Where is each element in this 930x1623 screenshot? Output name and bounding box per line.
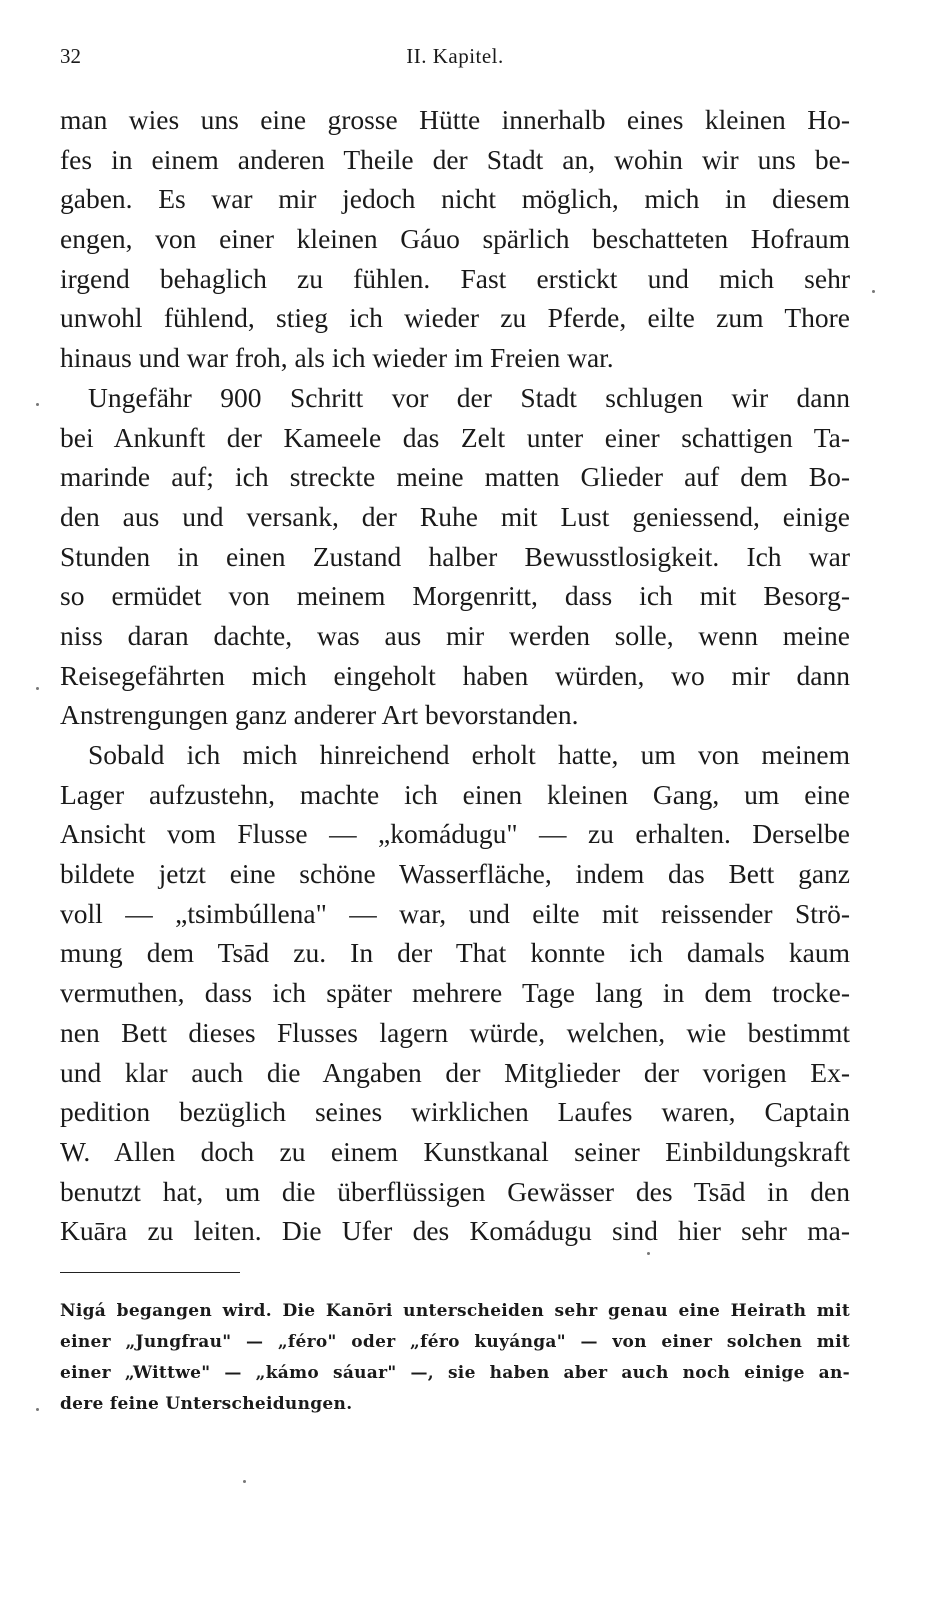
text-line: bei Ankunft der Kameele das Zelt unter einer schattigen Ta- bbox=[60, 421, 850, 453]
footnote-line: Nigá begangen wird. Die Kanōri unterscheiden sehr genau eine Heirath mit bbox=[60, 1301, 850, 1321]
footnote-line: einer „Jungfrau" — „féro" oder „féro kuyánga" — von einer solchen mit bbox=[60, 1332, 850, 1352]
body-text bbox=[60, 100, 850, 1251]
text-line: Stunden in einen Zustand halber Bewusstlosigkeit. Ich war bbox=[60, 540, 850, 572]
scan-speck bbox=[872, 290, 875, 293]
text-line: den aus und versank, der Ruhe mit Lust geniessend, einige bbox=[60, 500, 850, 532]
text-line: so ermüdet von meinem Morgenritt, dass ich mit Besorg- bbox=[60, 580, 850, 612]
scan-speck bbox=[243, 1480, 246, 1483]
text-line: man wies uns eine grosse Hütte innerhalb eines kleinen Ho- bbox=[60, 104, 850, 135]
footnote-separator bbox=[60, 1272, 240, 1273]
footnote bbox=[60, 1296, 850, 1420]
text-line: Kuāra zu leiten. Die Ufer des Komádugu sind hier sehr ma- bbox=[60, 1215, 850, 1247]
text-line: Sobald ich mich hinreichend erholt hatte, um von meinem bbox=[88, 739, 850, 770]
text-line: Anstrengungen ganz anderer Art bevorstanden. bbox=[60, 699, 579, 731]
scan-speck bbox=[647, 1252, 650, 1255]
text-line: pedition bezüglich seines wirklichen Laufes waren, Captain bbox=[60, 1096, 850, 1128]
text-line: voll — „tsimbúllena" — war, und eilte mit reissender Strö- bbox=[60, 897, 850, 929]
footnote-line: einer „Wittwe" — „kámo sáuar" —, sie haben aber auch noch einige an- bbox=[60, 1363, 850, 1383]
text-line: engen, von einer kleinen Gáuo spärlich beschatteten Hofraum bbox=[60, 223, 850, 255]
text-line: fes in einem anderen Theile der Stadt an, wohin wir uns be- bbox=[60, 143, 850, 175]
text-line: unwohl fühlend, stieg ich wieder zu Pferde, eilte zum Thore bbox=[60, 302, 850, 334]
scan-speck bbox=[36, 403, 39, 406]
text-line: niss daran dachte, was aus mir werden solle, wenn meine bbox=[60, 619, 850, 651]
text-line: vermuthen, dass ich später mehrere Tage lang in dem trocke- bbox=[60, 977, 850, 1009]
text-line: W. Allen doch zu einem Kunstkanal seiner Einbildungskraft bbox=[60, 1135, 850, 1167]
text-line: nen Bett dieses Flusses lagern würde, welchen, wie bestimmt bbox=[60, 1016, 850, 1048]
text-line: gaben. Es war mir jedoch nicht möglich, mich in diesem bbox=[60, 183, 850, 215]
scan-speck bbox=[36, 1408, 39, 1411]
text-line: Ungefähr 900 Schritt vor der Stadt schlugen wir dann bbox=[88, 381, 850, 413]
text-line: marinde auf; ich streckte meine matten Glieder auf dem Bo- bbox=[60, 461, 850, 493]
text-line: benutzt hat, um die überflüssigen Gewässer des Tsād in den bbox=[60, 1175, 850, 1207]
text-line: bildete jetzt eine schöne Wasserfläche, indem das Bett ganz bbox=[60, 858, 850, 890]
text-line: irgend behaglich zu fühlen. Fast erstickt und mich sehr bbox=[60, 262, 850, 294]
text-line: und klar auch die Angaben der Mitglieder der vorigen Ex- bbox=[60, 1056, 850, 1088]
footnote-line: dere feine Unterscheidungen. bbox=[60, 1394, 353, 1414]
page-number: 32 bbox=[60, 44, 81, 68]
text-line: Ansicht vom Flusse — „komádugu" — zu erhalten. Derselbe bbox=[60, 818, 850, 850]
running-head bbox=[60, 44, 850, 74]
text-line: mung dem Tsād zu. In der That konnte ich damals kaum bbox=[60, 937, 850, 969]
text-line: hinaus und war froh, als ich wieder im Freien war. bbox=[60, 342, 614, 374]
text-line: Lager aufzustehn, machte ich einen kleinen Gang, um eine bbox=[60, 778, 850, 810]
text-line: Reisegefährten mich eingeholt haben würden, wo mir dann bbox=[60, 659, 850, 691]
chapter-title: II. Kapitel. bbox=[406, 44, 504, 68]
scan-speck bbox=[36, 687, 39, 690]
